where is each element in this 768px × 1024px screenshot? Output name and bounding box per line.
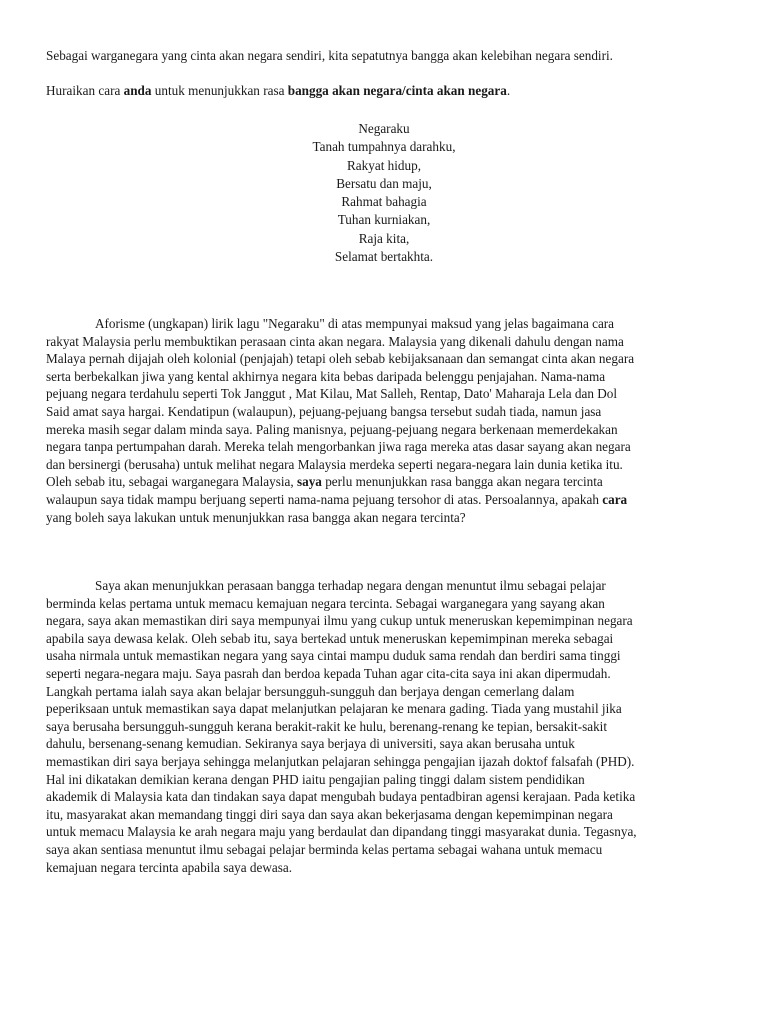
paragraph-line: itu, masyarakat akan memandang tinggi diri saya dan saya akan bekerjasama dengan kepemimpinan negara [46, 806, 613, 822]
paragraph-introduction [46, 315, 746, 526]
question-text-b: untuk menunjukkan rasa [151, 83, 288, 98]
question-prompt [46, 82, 736, 99]
paragraph-line: negara, saya akan memastikan diri saya mempunyai ilmu yang cukup untuk meneruskan kepemimpinan negara [46, 613, 633, 629]
question-text-c: . [506, 83, 511, 98]
paragraph-line: dahulu, bersenang-senang kemudian. Sekiranya saya berjaya di universiti, saya akan berusaha untuk [46, 736, 575, 752]
paragraph-line: saya akan sentiasa menuntut ilmu sebagai pelajar berminda kelas pertama sebagai wahana untuk memacu [46, 841, 603, 857]
paragraph-line: serta berbekalkan jiwa yang kental akhirnya negara kita bebas daripada belenggu penjajahan. Nama-nama [46, 368, 606, 384]
paragraph-line: yang boleh saya lakukan untuk menunjukkan rasa bangga akan negara tercinta? [46, 509, 466, 525]
question-bold-topic: bangga akan negara/cinta akan negara [287, 83, 507, 98]
paragraph-line: Malaya pernah dijajah oleh kolonial (penjajah) tetapi oleh sebab kebijaksanaan dan semangat cinta akan negara [46, 351, 635, 367]
poem-line: Rahmat bahagia [341, 194, 427, 210]
paragraph-text: Oleh sebab itu, sebagai warganegara Malaysia, [46, 474, 297, 490]
paragraph-line: Said amat saya hargai. Kendatipun (walaupun), pejuang-pejuang bangsa tersebut sudah tiada, namun jasa [46, 403, 602, 419]
poem-negaraku [0, 120, 768, 266]
question-text-a: Huraikan cara [46, 83, 124, 98]
question-bold-anda: anda [123, 83, 152, 98]
poem-line: Selamat bertakhta. [334, 249, 434, 265]
poem-line: Bersatu dan maju, [336, 175, 432, 191]
intro-statement [46, 47, 736, 64]
paragraph-text: perlu menunjukkan rasa bangga akan negara tercinta [321, 474, 603, 490]
paragraph-line: Langkah pertama ialah saya akan belajar bersungguh-sungguh dan berjaya dengan cemerlang dalam [46, 683, 575, 699]
paragraph-line: memastikan diri saya berjaya sehingga melanjutkan pelajaran sehingga pengajian ijazah doktof falsafah (PHD). [46, 753, 635, 769]
paragraph-line: berminda kelas pertama untuk memacu kemajuan negara tercinta. Sebagai warganegara yang sayang akan [46, 595, 605, 611]
poem-line: Tuhan kurniakan, [337, 212, 431, 228]
poem-line: Raja kita, [358, 230, 410, 246]
paragraph-line: Saya akan menunjukkan perasaan bangga terhadap negara dengan menuntut ilmu sebagai pelajar [95, 578, 606, 593]
paragraph-line: negara tanpa pertumpahan darah. Mereka telah mengorbankan jiwa raga mereka atas dasar sayang akan negara [46, 439, 631, 455]
paragraph-line: kemajuan negara tercinta apabila saya dewasa. [46, 859, 293, 875]
paragraph-line: akademik di Malaysia kata dan tindakan saya dapat mengubah budaya pentadbiran agensi kerajaan. Pada ketika [46, 789, 636, 805]
intro-statement-text: Sebagai warganegara yang cinta akan negara sendiri, kita sepatutnya bangga akan kelebihan negara sendiri. [46, 48, 613, 63]
paragraph-line: Hal ini dikatakan demikian kerana dengan PHD iaitu pengajian paling tinggi dalam sistem pendidikan [46, 771, 585, 787]
poem-line: Tanah tumpahnya darahku, [312, 139, 456, 155]
paragraph-line [46, 491, 746, 509]
bold-saya: saya [296, 474, 322, 490]
paragraph-line: dan bersinergi (berusaha) untuk melihat negara Malaysia merdeka seperti negara-negara lain dunia ketika itu. [46, 456, 623, 472]
paragraph-body [46, 577, 746, 876]
paragraph-line [46, 473, 746, 491]
paragraph-line: seperti negara-negara maju. Saya pasrah dan berdoa kepada Tuhan agar cita-cita saya ini akan dipermudah. [46, 665, 611, 681]
paragraph-line: peperiksaan untuk memastikan saya dapat melanjutkan pelajaran ke menara gading. Tiada yang mustahil jika [46, 701, 622, 717]
bold-cara: cara [602, 491, 628, 507]
paragraph-text: walaupun saya tidak mampu berjuang seperti nama-nama pejuang tersohor di atas. Persoalannya, apakah [46, 491, 603, 507]
paragraph-line: apabila saya dewasa kelak. Oleh sebab itu, saya bertekad untuk meneruskan kepemimpinan mereka sebagai [46, 630, 614, 646]
paragraph-line: usaha nirmala untuk memastikan negara yang saya cintai mampu duduk sama rendah dan berdiri sama tinggi [46, 648, 621, 664]
paragraph-line: untuk memacu Malaysia ke arah negara maju yang berdaulat dan dipandang tinggi masyarakat dunia. Tegasnya, [46, 824, 637, 840]
paragraph-line: saya berusaha bersungguh-sungguh kerana berakit-rakit ke hulu, berenang-renang ke tepian, bersakit-sakit [46, 718, 607, 734]
poem-line: Negaraku [358, 121, 410, 136]
paragraph-line: mereka masih segar dalam minda saya. Paling manisnya, pejuang-pejuang negara berkenaan memerdekakan [46, 421, 618, 437]
paragraph-line: Aforisme (ungkapan) lirik lagu "Negaraku" di atas mempunyai maksud yang jelas bagaimana cara [95, 316, 615, 331]
poem-line: Rakyat hidup, [347, 157, 421, 173]
paragraph-line: pejuang negara terdahulu seperti Tok Janggut , Mat Kilau, Mat Salleh, Rentap, Dato' Maharaja Lela dan Dol [46, 386, 618, 402]
paragraph-line: rakyat Malaysia perlu membuktikan perasaan cinta akan negara. Malaysia yang dikenali dahulu dengan nama [46, 333, 624, 349]
